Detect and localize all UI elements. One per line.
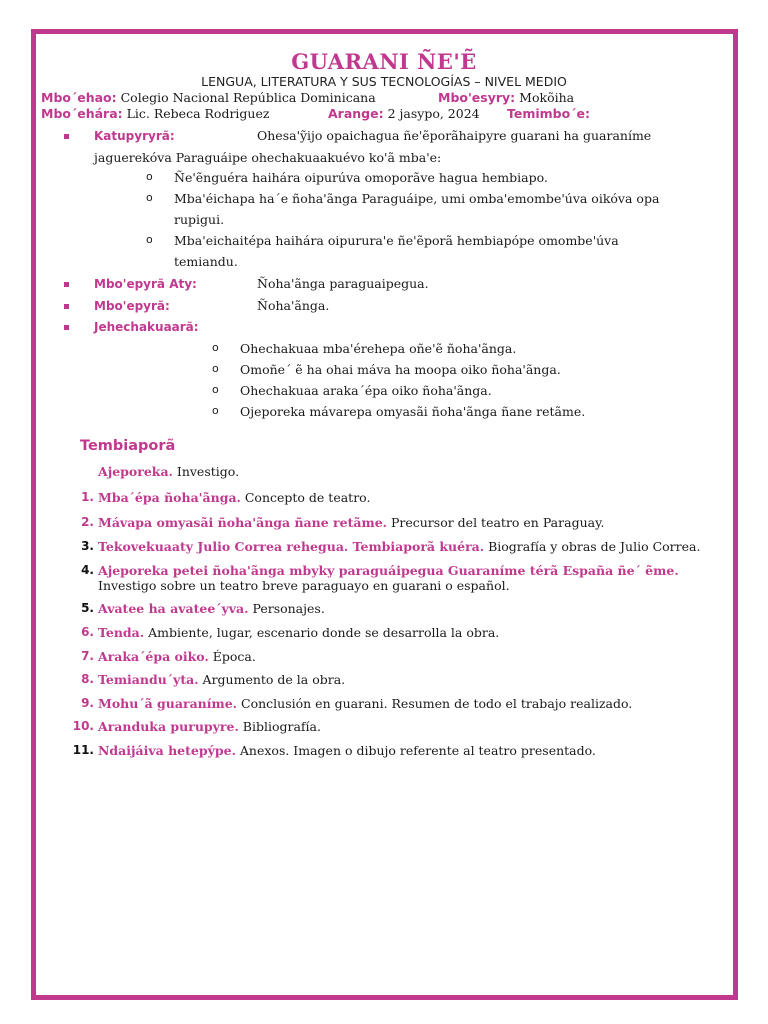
bullet-mboepyra-aty <box>94 276 197 291</box>
item-head: Ndaijáiva hetepýpe. <box>98 743 236 758</box>
meta-mboehao-label: Mbo´ehao: <box>41 90 117 105</box>
circle-bullet-icon: o <box>212 362 219 375</box>
bullet-square-icon <box>64 134 69 139</box>
meta-temimbo <box>507 106 590 121</box>
tembiapora-item <box>81 539 701 554</box>
mboepyra-aty-value: Ñoha'ãnga paraguaipegua. <box>257 276 429 291</box>
katupyryra-sub-3 <box>146 233 619 248</box>
item-head: Tenda. <box>98 625 145 640</box>
item-text: Concepto de teatro. <box>240 490 371 505</box>
bullet-katupyryra <box>94 128 175 143</box>
katupyryra-label: Katupyryrã: <box>94 129 175 143</box>
meta-arange-label: Arange: <box>328 106 384 121</box>
jehechakuaara-label: Jehechakuaarã: <box>94 320 199 334</box>
item-head: Ajeporeka petei ñoha'ãnga mbyky paraguáipegua Guaraníme térã España ñe´ ẽme. <box>98 563 679 578</box>
mboepyra-value: Ñoha'ãnga. <box>257 298 330 313</box>
circle-bullet-icon: o <box>212 404 219 417</box>
circle-bullet-icon: o <box>212 341 219 354</box>
item-number: 4. <box>81 563 94 577</box>
jehechakuaara-sub-2 <box>212 362 561 377</box>
katupyryra-sub-2-line2: rupigui. <box>174 212 225 227</box>
mboepyra-label: Mbo'epyrã: <box>94 299 170 313</box>
page-title: GUARANI ÑE'Ẽ <box>291 49 477 74</box>
bullet-square-icon <box>64 304 69 309</box>
item-head: Mohu´ã guaraníme. <box>98 696 238 711</box>
item-text: Anexos. Imagen o dibujo referente al teatro presentado. <box>235 743 596 758</box>
tembiapora-item <box>81 672 346 687</box>
katupyryra-sub-1 <box>146 170 548 185</box>
item-number: 1. <box>81 490 94 504</box>
item-head: Mba´épa ñoha'ãnga. <box>98 490 241 505</box>
item-head: Tekovekuaaty Julio Correa rehegua. Tembiaporã kuéra. <box>98 539 485 554</box>
tembiapora-item <box>81 649 256 664</box>
intro-text: Investigo. <box>172 464 240 479</box>
tembiapora-item <box>81 625 500 640</box>
sub-text: Ñe'ẽnguéra haihára oipurúva omoporãve hagua hembiapo. <box>174 170 548 185</box>
item-text: Precursor del teatro en Paraguay. <box>387 515 605 530</box>
sub-text: Ojeporeka mávarepa omyasãi ñoha'ãnga ñane retãme. <box>240 404 586 419</box>
tembiapora-intro <box>98 464 239 479</box>
katupyryra-sub-3-line2: temiandu. <box>174 254 238 269</box>
item-number: 11. <box>72 743 94 757</box>
circle-bullet-icon: o <box>146 233 153 246</box>
katupyryra-sub-2 <box>146 191 660 206</box>
tembiapora-item <box>81 696 633 711</box>
meta-mboehara-value: Lic. Rebeca Rodriguez <box>126 106 270 121</box>
bullet-square-icon <box>64 325 69 330</box>
meta-temimbo-label: Temimbo´e: <box>507 106 590 121</box>
item-text: Biografía y obras de Julio Correa. <box>484 539 701 554</box>
intro-head: Ajeporeka. <box>98 464 173 479</box>
sub-text: Omoñe´ ẽ ha ohai máva ha moopa oiko ñoha'ãnga. <box>240 362 561 377</box>
item-text: Época. <box>208 649 256 664</box>
item-text: Personajes. <box>248 601 325 616</box>
item-number: 9. <box>81 696 94 710</box>
jehechakuaara-sub-3 <box>212 383 492 398</box>
item-text: Argumento de la obra. <box>198 672 346 687</box>
meta-arange-value: 2 jasypo, 2024 <box>387 106 480 121</box>
item-number: 5. <box>81 601 94 615</box>
sub-text: Ohechakuaa mba'érehepa oñe'ẽ ñoha'ãnga. <box>240 341 517 356</box>
tembiapora-item <box>81 515 605 530</box>
tembiapora-item <box>81 601 325 616</box>
meta-mboehara-label: Mbo´ehára: <box>41 106 123 121</box>
meta-mboehara <box>41 106 269 121</box>
item-text: Bibliografía. <box>238 719 321 734</box>
tembiapora-item <box>72 743 596 758</box>
jehechakuaara-sub-1 <box>212 341 517 356</box>
item-head: Araka´épa oiko. <box>98 649 209 664</box>
page-subtitle: LENGUA, LITERATURA Y SUS TECNOLOGÍAS – NIVEL MEDIO <box>201 74 567 89</box>
item-head: Aranduka purupyre. <box>98 719 239 734</box>
meta-mboesyry <box>438 90 574 105</box>
jehechakuaara-sub-4 <box>212 404 586 419</box>
tembiapora-item <box>81 563 679 578</box>
circle-bullet-icon: o <box>146 191 153 204</box>
tembiapora-item <box>81 490 371 505</box>
katupyryra-text-line1: Ohesa'ỹijo opaichagua ñe'ẽporãhaipyre guarani ha guaraníme <box>257 128 652 143</box>
item-head: Temiandu´yta. <box>98 672 199 687</box>
tembiapora-item <box>72 719 321 734</box>
item-number: 10. <box>72 719 94 733</box>
meta-mboehao <box>41 90 376 105</box>
item-number: 8. <box>81 672 94 686</box>
bullet-square-icon <box>64 282 69 287</box>
sub-text: Ohechakuaa araka´épa oiko ñoha'ãnga. <box>240 383 492 398</box>
circle-bullet-icon: o <box>212 383 219 396</box>
meta-mboesyry-value: Mokõiha <box>519 90 575 105</box>
item-head: Avatee ha avatee´yva. <box>98 601 249 616</box>
meta-arange <box>328 106 480 121</box>
item-number: 3. <box>81 539 94 553</box>
item-number: 6. <box>81 625 94 639</box>
circle-bullet-icon: o <box>146 170 153 183</box>
katupyryra-text-line2: jaguerekóva Paraguáipe ohechakuaakuévo ko'ã mba'e: <box>94 150 442 165</box>
bullet-mboepyra <box>94 298 170 313</box>
meta-mboesyry-label: Mbo'esyry: <box>438 90 516 105</box>
sub-text: Mba'eichaitépa haihára oipurura'e ñe'ẽporã hembiapópe omombe'úva <box>174 233 619 248</box>
item-number: 2. <box>81 515 94 529</box>
item-number: 7. <box>81 649 94 663</box>
item-text: Conclusión en guarani. Resumen de todo el trabajo realizado. <box>237 696 633 711</box>
item-text: Ambiente, lugar, escenario donde se desarrolla la obra. <box>144 625 500 640</box>
sub-text: Mba'éichapa ha´e ñoha'ãnga Paraguáipe, umi omba'emombe'úva oikóva opa <box>174 191 660 206</box>
item-head: Mávapa omyasãi ñoha'ãnga ñane retãme. <box>98 515 387 530</box>
item-4-line2: Investigo sobre un teatro breve paraguayo en guarani o español. <box>98 578 510 593</box>
meta-mboehao-value: Colegio Nacional República Dominicana <box>120 90 376 105</box>
mboepyra-aty-label: Mbo'epyrã Aty: <box>94 277 197 291</box>
bullet-jehechakuaara <box>94 319 199 334</box>
tembiapora-heading: Tembiaporã <box>80 438 176 454</box>
